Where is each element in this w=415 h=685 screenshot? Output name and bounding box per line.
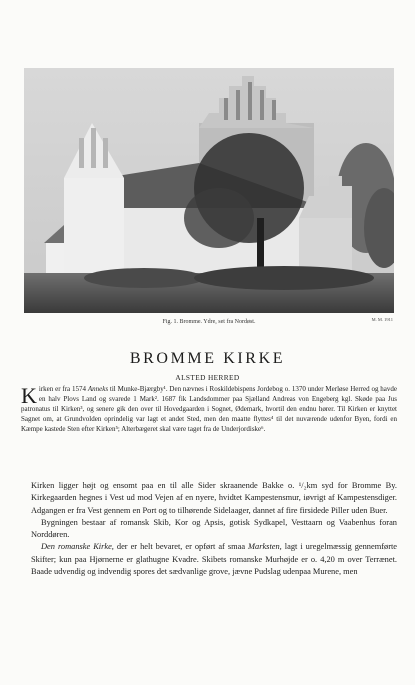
church-photograph — [24, 68, 394, 313]
fraction-half: ¹/₂ — [298, 481, 307, 490]
historical-notes — [21, 384, 397, 434]
paragraph-romanesque — [31, 541, 397, 578]
paragraph-building: Bygningen bestaar af romansk Skib, Kor og Apsis, gotisk Sydkapel, Vesttaarn og Vaabenhus foran Norddøren. — [31, 517, 397, 539]
notes-text-2: til Munke-Bjærgby¹. Den nævnes i Roskildebispens Jordebog o. 1370 under Merløse Herred og havde en halv Plovs Land og svarede 1 Mark². 1687 fik Landsdommer paa Sjælland Andreas von Engeberg kgl. Skøde paa Jus patronatus til Kirken³, og senere gik den over til Hovedgaarden i Sognet, Ødemark, hvortil den endnu hører. Til Kirken er knyttet Sagnet om, at Grundvolden oprindelig var lagt et andet Sted, men den maatte flyttes⁴ til det nuværende udenfor Byen, fordi en Kæmpe kastede Sten efter Kirken⁵; Alterbægeret skal være taget fra de Underjordiske⁶. — [21, 385, 398, 434]
paragraph-3-part-b: lagt i uregelmæssig gennemførte Skifter; kun paa Hjørnerne er glathugne Kvadre. Skibets romanske Murhøjde er o. 4,20 m over Terrænet. Baade udvendig og indvendig spores det sædvanlige grove, jævne Pudslag udenpaa Murene, men — [31, 542, 398, 576]
italic-marksten: Marksten, — [248, 542, 282, 552]
main-text — [31, 480, 397, 578]
page-title: BROMME KIRKE — [129, 350, 286, 367]
figure-caption: Fig. 1. Bromme. Ydre, set fra Nordøst. — [162, 319, 256, 325]
paragraph-1-part-b: km syd for Bromme By. Kirkegaarden hegnes i Vest ud mod Vejen af en nyere, hvidtet Kampestensmur, iøvrigt af Kampestensdiger. Adgangen er fra Vest gennem en Port og to tilhørende Sidelaager, dannet af fire firsidede Piller uden Buer. — [31, 481, 397, 515]
drop-cap: K — [21, 383, 37, 408]
italic-romanesque-church: Den romanske Kirke, — [41, 542, 114, 552]
photo-credit: M. M. 1911 — [371, 317, 393, 322]
paragraph-1-part-a: Kirken ligger højt og ensomt paa en til alle Sider skraanende Bakke o. — [31, 481, 299, 490]
notes-italic-anneks: Anneks — [87, 385, 109, 393]
notes-text-1: irken er fra 1574 — [38, 385, 86, 393]
paragraph-location — [31, 480, 397, 517]
church-photo-image — [24, 68, 394, 313]
paragraph-3-part-a: der er helt bevaret, er opført af smaa — [113, 542, 249, 552]
page-subtitle: ALSTED HERRED — [175, 373, 240, 382]
